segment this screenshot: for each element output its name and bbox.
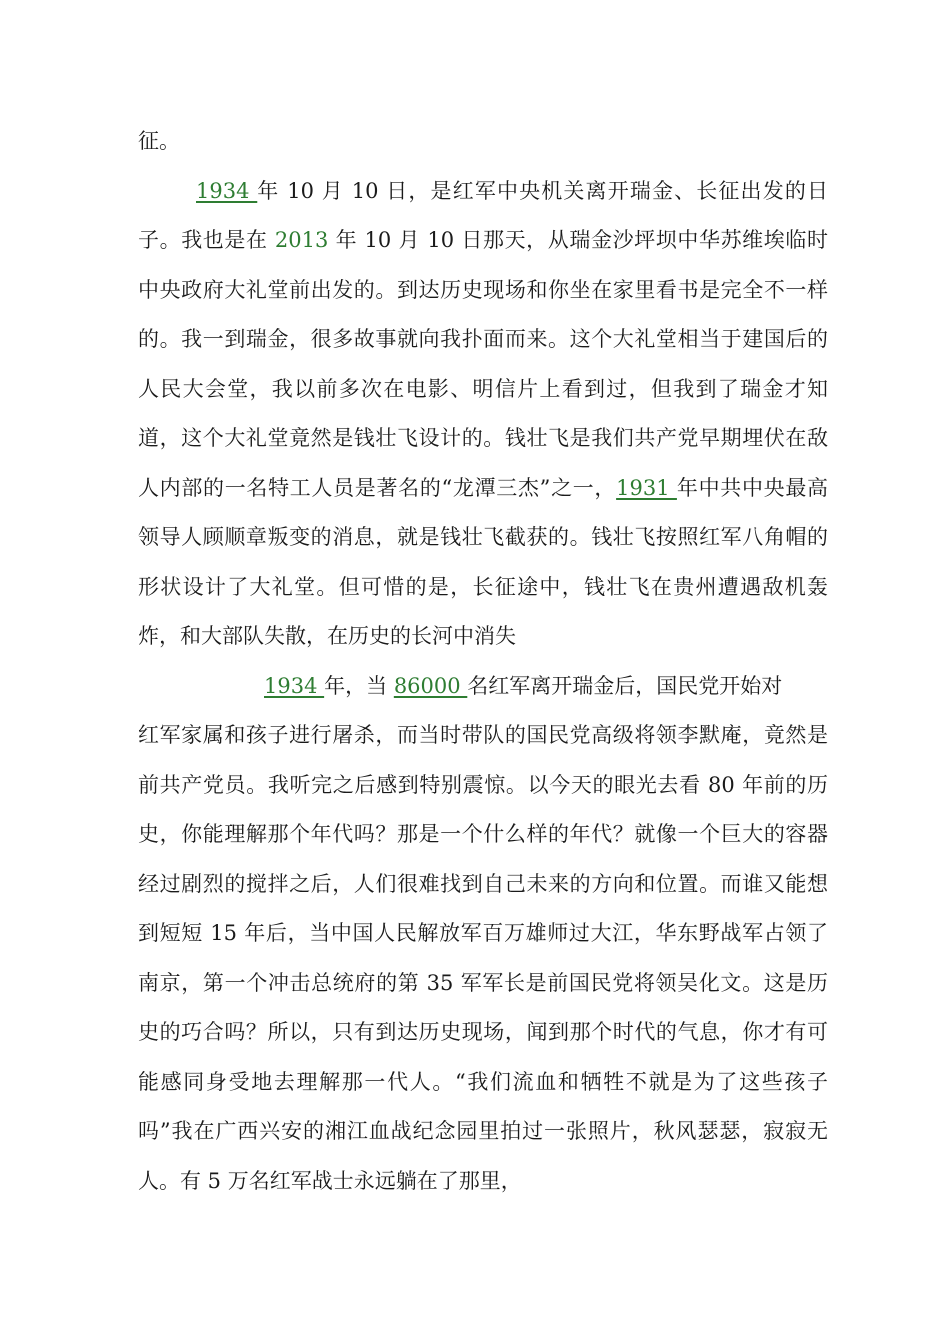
document-body	[138, 117, 828, 1206]
text-run: 红军家属和孩子进行屠杀，而当时带队的国民党高级将领李默庵，竟然是前共产党员。我听完之后感到特别震惊。以今天的眼光去看 80 年前的历史，你能理解那个年代吗？那是一个什么样的年代？就像一个巨大的容器经过剧烈的搅拌之后，人们很难找到自己未来的方向和位置。而谁又能想到短短 15 年后，当中国人民解放军百万雄师过大江，华东野战军占领了南京，第一个冲击总统府的第 35 军军长是前国民党将领吴化文。这是历史的巧合吗？所以，只有到达历史现场，闻到那个时代的气息，你才有可能感同身受地去理解那一代人。“我们流血和牺牲不就是为了这些孩子吗”我在广西兴安的湘江血战纪念园里拍过一张照片，秋风瑟瑟，寂寂无人。有 5 万名红军战士永远躺在了那里，	[138, 723, 828, 1193]
text-run: 年 10 月 10 日那天，从瑞金沙坪坝中华苏维埃临时中央政府大礼堂前出发的。到达历史现场和你坐在家里看书是完全不一样的。我一到瑞金，很多故事就向我扑面而来。这个大礼堂相当于建国后的人民大会堂，我以前多次在电影、明信片上看到过，但我到了瑞金才知道，这个大礼堂竟然是钱壮飞设计的。钱壮飞是我们共产党早期埋伏在敌人内部的一名特工人员是著名的“龙潭三杰”之一，	[138, 228, 828, 500]
text-run: 征。	[138, 129, 180, 153]
text-run: 名红军离开瑞金后，国民党开始对	[467, 673, 783, 698]
text-run: 年 10 月 10 日，是红军中央机关离开瑞金、长征出发的日子。我也是在	[138, 178, 828, 252]
paragraph-0	[138, 117, 828, 167]
text-run: 年，当	[324, 673, 394, 698]
paragraph-1	[138, 167, 828, 662]
year-link-1931[interactable]: 1931	[616, 475, 677, 500]
year-link-1934[interactable]: 1934	[196, 178, 258, 203]
paragraph-2	[138, 662, 828, 712]
paragraph-3	[138, 711, 828, 1206]
text-run: 年中共中央最高领导人顾顺章叛变的消息，就是钱壮飞截获的。钱壮飞按照红军八角帽的形状设计了大礼堂。但可惜的是，长征途中，钱壮飞在贵州遭遇敌机轰炸，和大部队失散，在历史的长河中消失	[138, 475, 828, 648]
year-2013: 2013	[274, 228, 329, 252]
number-link-86000[interactable]: 86000	[393, 673, 468, 698]
year-link-1934-b[interactable]: 1934	[264, 673, 325, 698]
